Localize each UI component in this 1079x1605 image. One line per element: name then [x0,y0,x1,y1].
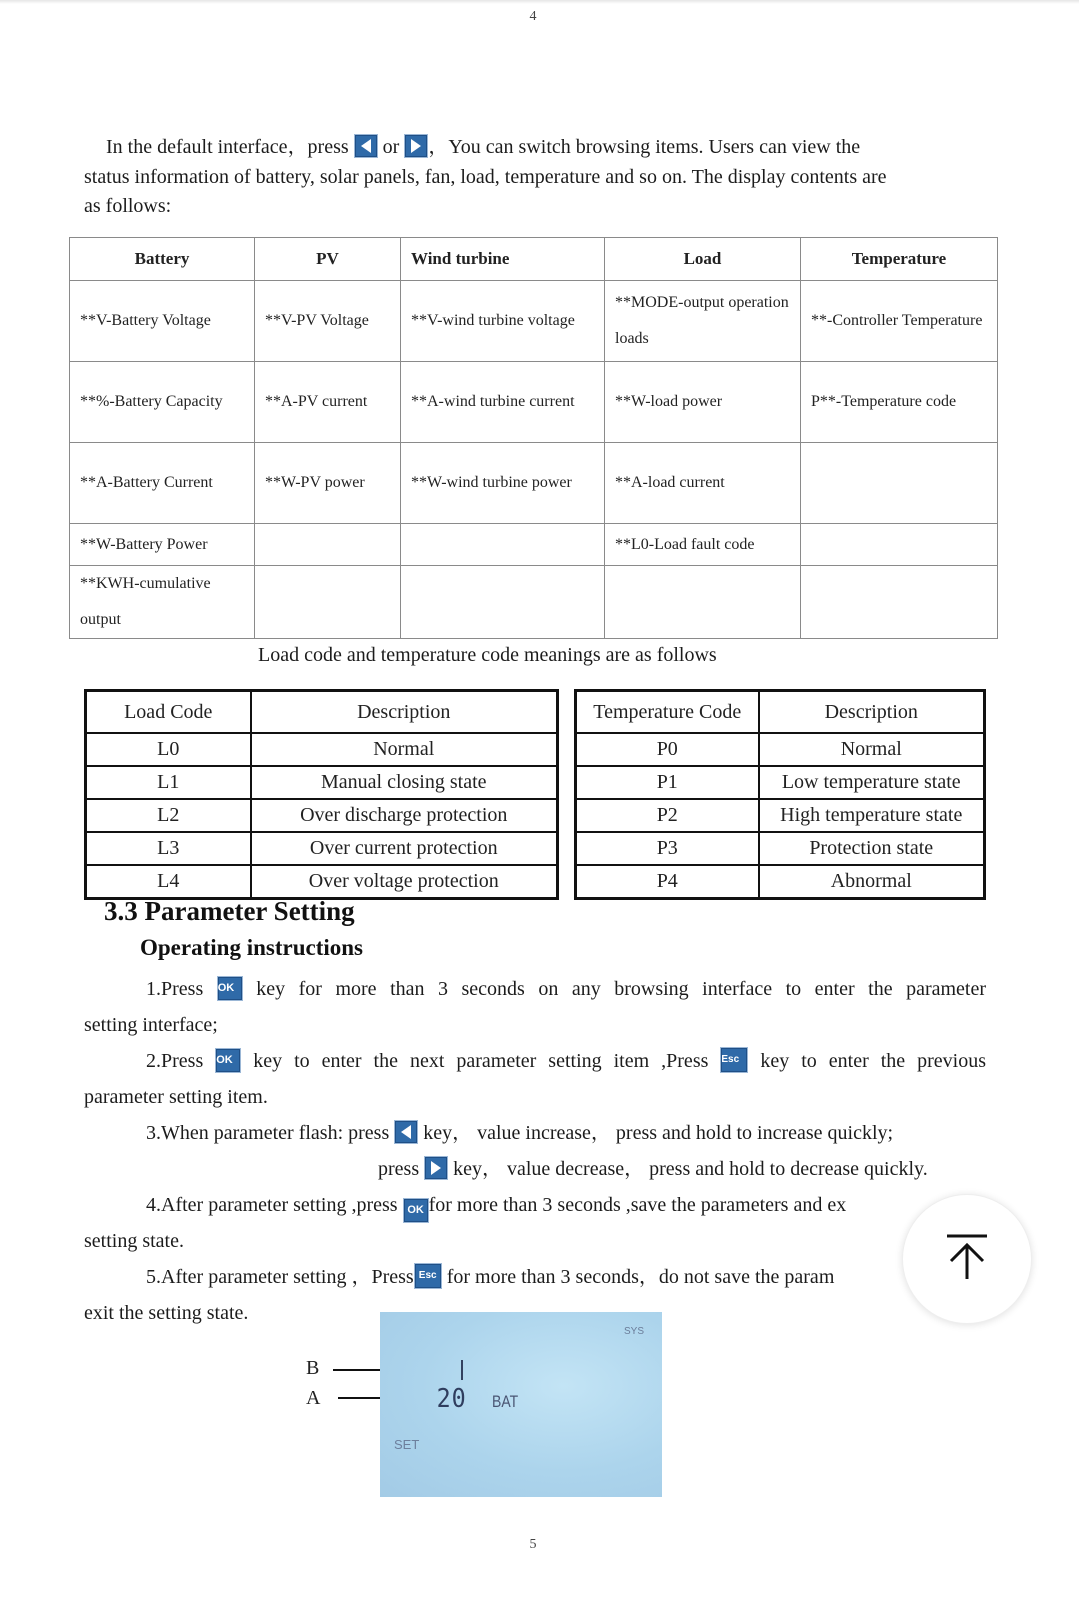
scroll-to-top-button[interactable] [902,1194,1032,1324]
table-row [86,733,558,766]
page-number-top: 4 [529,9,537,24]
code-cell: P0 [576,733,759,766]
left-arrow-key-icon [394,1120,418,1144]
code-cell: L2 [86,799,251,832]
left-arrow-key-icon [354,134,378,158]
code-cell: L4 [86,865,251,899]
table-cell [801,566,998,639]
table-header-row [70,238,998,281]
table-row [70,281,998,362]
table-cell: **A-wind turbine current [401,362,605,443]
table-cell: **W-wind turbine power [401,443,605,524]
table-row [86,865,558,899]
table-cell [605,566,801,639]
table-row [576,799,985,832]
table-cell: **V-PV Voltage [255,281,401,362]
intro-line-3: as follows: [84,195,172,217]
step-4-line-1: 4.After parameter setting ,press OK for more than 3 seconds ,save the parameters and ex [146,1191,846,1220]
lcd-bat-label: BAT [492,1391,519,1411]
table-row [576,766,985,799]
table-cell [255,524,401,566]
description-cell: Low temperature state [759,766,985,799]
code-cell: L0 [86,733,251,766]
header-temperature-code: Temperature Code [576,691,759,734]
step-5-line-2: exit the setting state. [84,1302,249,1324]
table-cell [255,566,401,639]
code-tables-caption: Load code and temperature code meanings are as follows [258,644,717,666]
table-cell: **A-PV current [255,362,401,443]
description-cell: High temperature state [759,799,985,832]
table-cell [801,524,998,566]
table-cell [801,443,998,524]
table-cell: **-Controller Temperature [801,281,998,362]
table-row [576,733,985,766]
table-cell: **A-load current [605,443,801,524]
page-number-bottom: 5 [529,1537,537,1552]
step-4-line-2: setting state. [84,1230,184,1252]
code-cell: L3 [86,832,251,865]
table-cell: **L0-Load fault code [605,524,801,566]
step-1-line-2: setting interface; [84,1014,218,1036]
table-header-row [86,691,558,734]
table-row [576,832,985,865]
load-code-table [84,689,559,900]
description-cell: Normal [251,733,558,766]
ok-key-icon: OK [215,1048,241,1073]
header-temperature: Temperature [801,238,998,281]
top-shadow [0,0,1079,4]
step-1-line-1: 1.Press OK key for more than 3 seconds on any browsing interface to enter the parameter [146,975,986,1004]
header-battery: Battery [70,238,255,281]
header-wind-turbine: Wind turbine [401,238,605,281]
esc-key-icon: Esc [414,1263,442,1289]
lcd-segment-b [461,1360,463,1380]
code-cell: L1 [86,766,251,799]
table-row [86,832,558,865]
lcd-value-a: 20 [436,1384,467,1414]
lcd-sys-label: SYS [623,1326,644,1337]
table-cell: **A-Battery Current [70,443,255,524]
section-subheading: Operating instructions [140,935,363,960]
header-description: Description [759,691,985,734]
table-header-row [576,691,985,734]
table-row [86,799,558,832]
header-pv: PV [255,238,401,281]
table-cell [401,524,605,566]
intro-line-1: In the default interface，press or ，You can switch browsing items. Users can view the [106,136,861,158]
table-cell: **KWH-cumulative output [70,566,255,639]
table-row [70,524,998,566]
header-load: Load [605,238,801,281]
table-row [576,865,985,899]
description-cell: Abnormal [759,865,985,899]
step-3-line-1: 3.When parameter flash: press key， value increase， press and hold to increase quickly; [146,1122,894,1144]
description-cell: Over voltage protection [251,865,558,899]
table-cell: **%-Battery Capacity [70,362,255,443]
header-load-code: Load Code [86,691,251,734]
table-cell: P**-Temperature code [801,362,998,443]
intro-line-2: status information of battery, solar panels, fan, load, temperature and so on. The display contents are [84,166,887,188]
code-cell: P1 [576,766,759,799]
arrow-up-to-top-icon [945,1233,989,1281]
lcd-display-image [380,1312,662,1497]
table-cell: **W-Battery Power [70,524,255,566]
label-a: A [306,1387,321,1409]
step-3-line-2: press key， value decrease， press and hold to decrease quickly. [378,1158,928,1180]
esc-key-icon: Esc [720,1047,748,1073]
right-arrow-key-icon [424,1156,448,1180]
table-row [86,766,558,799]
description-cell: Normal [759,733,985,766]
table-row [70,566,998,639]
table-cell [401,566,605,639]
step-5-line-1: 5.After parameter setting ，Press Esc for more than 3 seconds，do not save the param [146,1263,834,1292]
description-cell: Manual closing state [251,766,558,799]
step-2-line-2: parameter setting item. [84,1086,268,1108]
header-description: Description [251,691,558,734]
table-cell: **V-wind turbine voltage [401,281,605,362]
code-cell: P2 [576,799,759,832]
table-cell: **MODE-output operation loads [605,281,801,362]
table-cell: **W-PV power [255,443,401,524]
table-row [70,362,998,443]
label-b: B [306,1357,320,1379]
table-row [70,443,998,524]
table-cell: **W-load power [605,362,801,443]
ok-key-icon: OK [217,976,243,1001]
code-cell: P3 [576,832,759,865]
temperature-code-table [574,689,986,900]
code-cell: P4 [576,865,759,899]
step-2-line-1: 2.Press OK key to enter the next parameter setting item ,Press Esc key to enter the previous [146,1047,986,1076]
right-arrow-key-icon [404,134,428,158]
description-cell: Over discharge protection [251,799,558,832]
table-cell: **V-Battery Voltage [70,281,255,362]
lcd-set-label: SET [394,1437,420,1452]
description-cell: Over current protection [251,832,558,865]
status-items-table [69,237,998,639]
description-cell: Protection state [759,832,985,865]
ok-key-icon: OK [403,1198,429,1223]
section-heading: 3.3 Parameter Setting [104,896,355,926]
